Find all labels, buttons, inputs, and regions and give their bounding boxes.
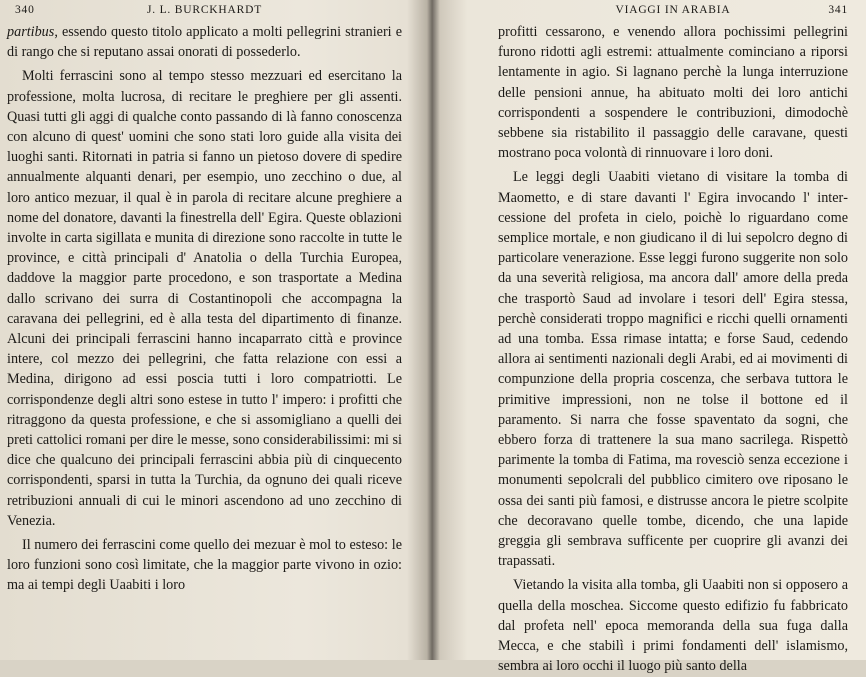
left-page <box>0 0 432 660</box>
left-page-number: 340 <box>15 4 35 16</box>
left-running-head <box>7 2 402 22</box>
paragraph: partibus, essendo questo titolo applicato a molti pellegrini stranieri e di rango che si reputano assai onorati di possederlo. <box>7 24 402 61</box>
paragraph: Vietando la visita alla tomba, gli Uaabiti non si opposero a quella della moschea. Siccome questo edifizio fu fabbricato dal profeta nell' epoca memoranda della sua fuga dalla Mecca, e che stabilì i primi fondamenti dell' islamismo, sembra ai loro occhi il luogo più santo della <box>498 577 848 675</box>
paragraph: Le leggi degli Uaabiti vietano di visitare la tomba di Maometto, e di stare davanti l' Egira invocando l' intercessione del profeta in cielo, poichè lo riguardano come semplice mortale, e non giudicano il di lui sepolcro degno di particolare venerazione. Esse leggi furono suggerite non solo da una severità religiosa, ma ancora dall' amore della preda che trasportò Saud ad involare i tesori dell' Egira stessa, perchè considerati troppo magnifici e ricchi quelli ornamenti ad una tomba. Essa rimase intatta; e forse Saud, cedendo allora ai sentimenti nazionali degli Arabi, ed ai movimenti di compunzione della propria coscenza, che serbava tuttora le primitive impressioni, non ne tolse il bottone ed il paramento. Si narra che fosse spaventato da sogni, che ebbero forza di trattenere la sua mano sacrilega. Rispettò parimente la tomba di Fatima, ma rovesciò senza eccezione i monumenti sepolcrali del pubblico cimitero ove riposano le ossa dei santi più famosi, e distrusse ancora le pietre scolpite che decoravano quelle tombe, dicendo, che una lapide greggia gli sembrava sufficente per cuoprire gli avanzi dei trapassati. <box>498 169 848 570</box>
right-page <box>432 0 866 675</box>
paragraph: Il numero dei ferrascini come quello dei mezuar è mol to esteso: le loro funzioni sono così limitate, che la maggior parte vivono in ozio: ma ai tempi degli Uaabiti i loro <box>7 537 402 594</box>
left-page-text <box>7 22 402 596</box>
right-running-head <box>498 2 848 22</box>
left-running-title: J. L. BURCKHARDT <box>146 4 263 16</box>
right-running-title: VIAGGI IN ARABIA <box>615 4 731 16</box>
right-page-text <box>498 22 848 677</box>
paragraph: Molti ferrascini sono al tempo stesso mezzuari ed esercitano la professione, molta lucrosa, di recitare le preghiere per gli assenti. Quasi tutti gli aggi di qualche conto passando di là fanno conoscenza con alcuno di quest' uomini che sono stati loro guide alla visita dei luoghi santi. Ritornati in patria si fanno un pietoso dovere di spedire annualmente alquanti denari, per esempio, uno zecchino o due, al loro antico mezuar, il qual è in parola di recitare alcune preghiere a nome del donatore, davanti la finestrella dell' Egira. Queste oblazioni involte in carta sigillata e munita di direzione sono raccolte in tutte le province, e città principali d' Anatolia o della Turchia Europea, daddove la maggior parte procedono, e son trasportate a Medina dallo scrivano dei surra di Costantinopoli che accompagna la caravana dei pellegrini, ed è alla testa del dipartimento di finanze. Alcuni dei principali ferrascini hanno incaparrato città e province intere, col mezzo dei pellegrini, che fatta relazione con essi a Medina, dirigono ad essi poscia tutti i loro compatriotti. Le corrispondenze degli altri sono estese in tutto l' impero: i profitti che ritraggono da questa professione, e che si assomigliano a quelli dei preti cattolici romani per dire le messe, sono considerabilissimi: mi si dice che qualcuno dei principali ferrascini abbia più di cinquecento corrispondenti, sparsi in tutta la Turchia, da ognuno dei quali riceve retribuzioni annuali di cui le minori ascendono ad uno zecchino di Venezia. <box>7 68 402 529</box>
paragraph: profitti cessarono, e venendo allora pochissimi pellegrini furono ridotti agli estremi: attualmente cominciano a riporsi lentamente in agio. Si lagnano perchè la lunga interruzione delle pensioni annue, ha abituato molti dei loro antichi corrispondenti a sospendere le contribuzioni, dimodochè sebbene sia ristabilito il passaggio delle caravane, questi mostrano poca volontà di rinnuovare i loro doni. <box>498 24 848 162</box>
italic-word: partibus <box>7 24 55 40</box>
right-page-number: 341 <box>828 4 848 16</box>
